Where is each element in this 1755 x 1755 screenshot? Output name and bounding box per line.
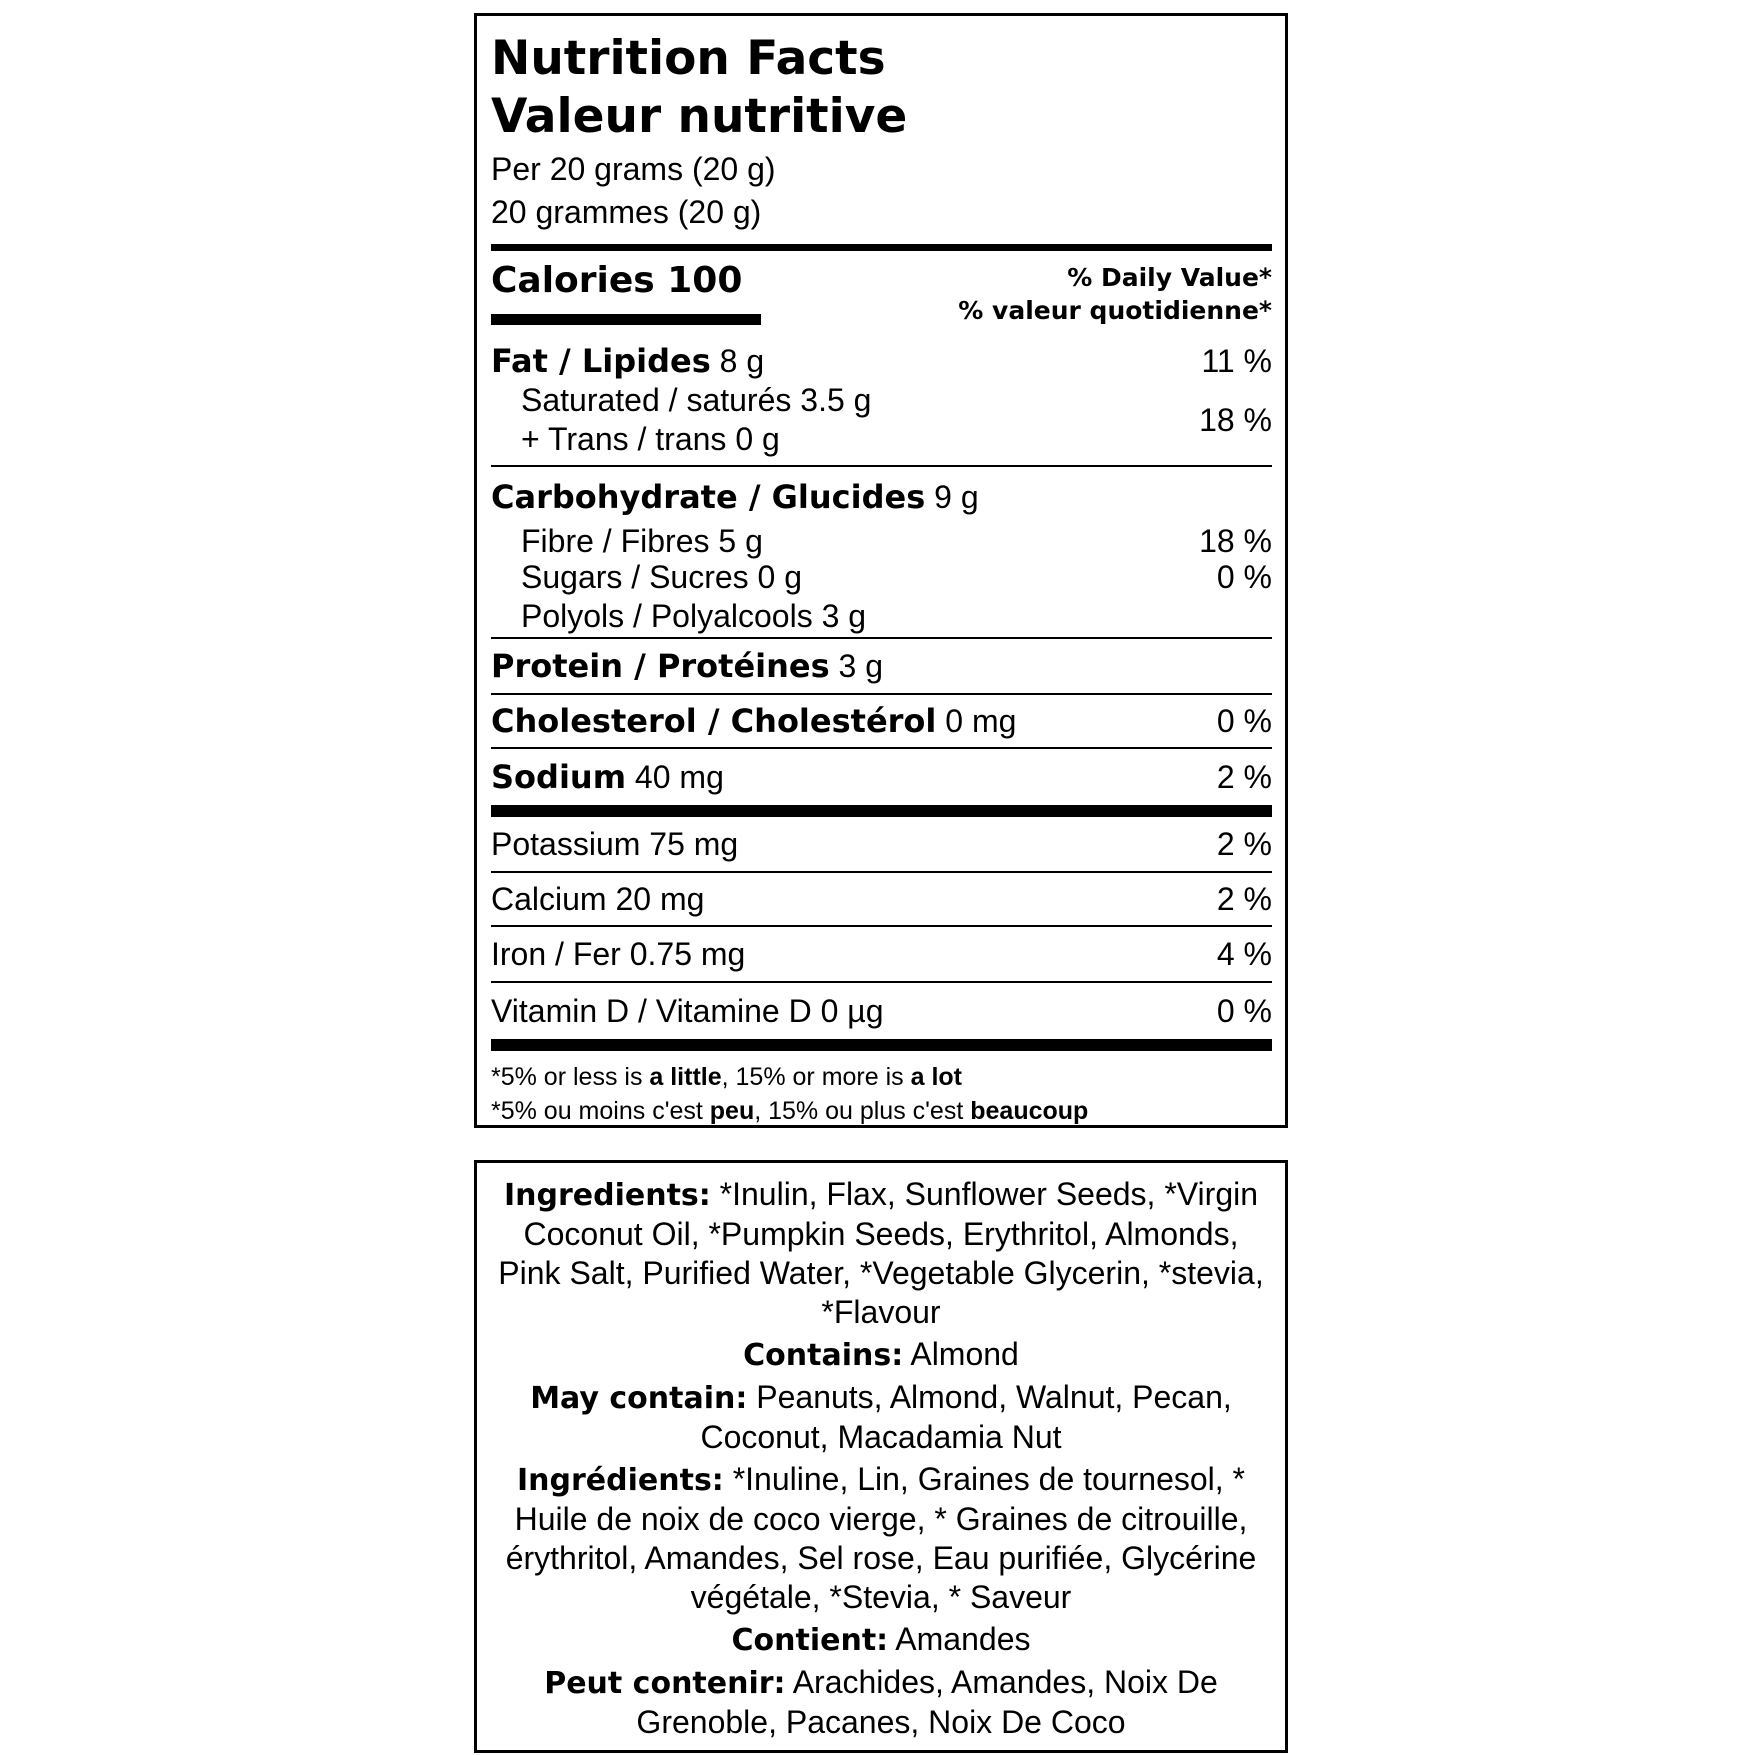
- saturated-amount: Saturated / saturés 3.5 g: [521, 382, 872, 418]
- contains-text: Almond: [910, 1336, 1019, 1372]
- fat-name: Fat / Lipides: [491, 342, 711, 380]
- polyols-amount: Polyols / Polyalcools 3 g: [521, 597, 867, 634]
- ingredients-french-heading: Ingrédients:: [517, 1463, 724, 1498]
- potassium-row: [491, 817, 1272, 871]
- footnote-english-lot: a lot: [910, 1063, 962, 1091]
- footnote-english-text: *5% or less is: [491, 1063, 650, 1091]
- iron-amount: Iron / Fer 0.75 mg: [491, 935, 746, 972]
- fibre-percent: 18 %: [1199, 522, 1272, 559]
- daily-value-english: % Daily Value*: [1067, 263, 1272, 292]
- sugars-amount: Sugars / Sucres 0 g: [521, 558, 803, 595]
- serving-size-french: 20 grammes (20 g): [491, 194, 762, 230]
- ingredients-french-text: *Inuline, Lin, Graines de tournesol, * Huile de noix de coco vierge, * Graines de citrouille, érythritol, Amandes, Sel rose, Eau purifiée, Glycérine végétale, *Stevia, * Saveur: [505, 1461, 1257, 1615]
- nutrition-facts-panel: [474, 13, 1288, 1128]
- fat-row: [491, 341, 1272, 381]
- contient-heading: Contient:: [731, 1623, 889, 1658]
- fat-amount: 8 g: [719, 343, 765, 379]
- may-contain-text: Peanuts, Almond, Walnut, Pecan, Coconut, Macadamia Nut: [700, 1379, 1232, 1455]
- footnote-french-peu: peu: [709, 1097, 755, 1125]
- cholesterol-name: Cholesterol / Cholestérol: [491, 702, 937, 740]
- sugars-row: [491, 559, 1272, 595]
- contient-text: Amandes: [895, 1621, 1031, 1657]
- sodium-row: [491, 749, 1272, 805]
- ingredients-english: [489, 1175, 1273, 1332]
- footnote-english-little: a little: [649, 1063, 722, 1091]
- peut-contenir-heading: Peut contenir:: [544, 1666, 786, 1701]
- polyols-row: [491, 595, 1272, 637]
- footnote-english: [491, 1060, 1272, 1094]
- divider-heavy: [491, 805, 1272, 817]
- calories: Calories 100: [491, 260, 743, 301]
- protein-name: Protein / Protéines: [491, 647, 830, 685]
- contains-heading: Contains:: [743, 1338, 904, 1373]
- fibre-amount: Fibre / Fibres 5 g: [521, 522, 763, 559]
- peut-contenir-text: Arachides, Amandes, Noix De Grenoble, Pacanes, Noix De Coco: [636, 1664, 1218, 1740]
- calcium-percent: 2 %: [1216, 880, 1272, 917]
- ingredients-english-heading: Ingredients:: [503, 1178, 711, 1213]
- peut-contenir-french: [489, 1663, 1273, 1742]
- ingredients-french: [489, 1460, 1273, 1617]
- calcium-row: [491, 873, 1272, 925]
- vitamin-d-row: [491, 983, 1272, 1039]
- vitamin-d-amount: Vitamin D / Vitamine D 0 µg: [491, 992, 884, 1029]
- divider-thick: [491, 244, 1272, 251]
- trans-amount: + Trans / trans 0 g: [521, 421, 780, 457]
- ingredients-panel: [474, 1160, 1288, 1753]
- potassium-percent: 2 %: [1216, 825, 1272, 862]
- contient-french: [489, 1620, 1273, 1660]
- saturated-trans-row: [491, 381, 1272, 465]
- protein-amount: 3 g: [838, 648, 884, 684]
- title-english: Nutrition Facts: [491, 31, 886, 86]
- saturated-trans-percent: 18 %: [1199, 401, 1272, 438]
- protein-row: [491, 639, 1272, 693]
- calories-underline: [491, 314, 761, 325]
- fat-percent: 11 %: [1201, 342, 1272, 379]
- footnote: [491, 1060, 1272, 1128]
- footnote-french: [491, 1094, 1272, 1128]
- sodium-amount: 40 mg: [634, 759, 724, 795]
- contains-english: [489, 1335, 1273, 1375]
- footnote-french-text: *5% ou moins c'est: [491, 1097, 710, 1125]
- sodium-name: Sodium: [491, 758, 627, 796]
- footnote-french-text: , 15% ou plus c'est: [754, 1097, 971, 1125]
- iron-row: [491, 927, 1272, 981]
- divider-heavy: [491, 1039, 1272, 1051]
- ingredients-english-text: *Inulin, Flax, Sunflower Seeds, *Virgin Coconut Oil, *Pumpkin Seeds, Erythritol, Almonds, Pink Salt, Purified Water, *Vegetable Glycerin, *stevia, *Flavour: [498, 1176, 1264, 1330]
- calories-row: [491, 251, 1272, 341]
- cholesterol-row: [491, 695, 1272, 747]
- iron-percent: 4 %: [1216, 935, 1272, 972]
- cholesterol-percent: 0 %: [1216, 702, 1272, 739]
- carbohydrate-name: Carbohydrate / Glucides: [491, 478, 926, 516]
- daily-value-french: % valeur quotidienne*: [958, 296, 1272, 325]
- potassium-amount: Potassium 75 mg: [491, 825, 739, 862]
- carbohydrate-amount: 9 g: [934, 479, 979, 515]
- footnote-french-beaucoup: beaucoup: [970, 1097, 1089, 1125]
- cholesterol-amount: 0 mg: [945, 703, 1017, 739]
- title-french: Valeur nutritive: [491, 89, 908, 144]
- carbohydrate-row: [491, 467, 1272, 523]
- sodium-percent: 2 %: [1216, 758, 1272, 795]
- sugars-percent: 0 %: [1216, 558, 1272, 595]
- footnote-english-text: , 15% or more is: [721, 1063, 911, 1091]
- calcium-amount: Calcium 20 mg: [491, 880, 705, 917]
- fibre-row: [491, 523, 1272, 559]
- daily-value-header: [958, 261, 1272, 327]
- may-contain-english: [489, 1378, 1273, 1457]
- serving-size-english: Per 20 grams (20 g): [491, 151, 776, 187]
- vitamin-d-percent: 0 %: [1216, 992, 1272, 1029]
- may-contain-heading: May contain:: [530, 1381, 748, 1416]
